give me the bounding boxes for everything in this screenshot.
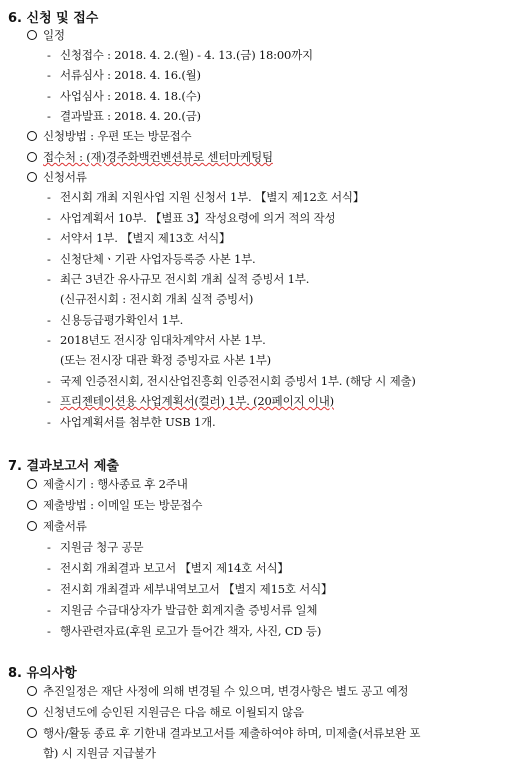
submission-documents-heading: 제출서류 [27, 518, 87, 534]
list-item: - 신용등급평가확인서 1부. [47, 313, 184, 327]
circle-bullet-icon [27, 686, 37, 696]
note-item: 추진일정은 재단 사정에 의해 변경될 수 있으며, 변경사항은 별도 공고 예정 [27, 683, 408, 699]
list-item: - 서약서 1부. 【별지 제13호 서식】 [47, 231, 231, 245]
list-item: - 서류심사 : 2018. 4. 16.(월) [47, 68, 201, 82]
circle-bullet-icon [27, 728, 37, 738]
list-item: - 사업계획서 10부. 【별표 3】작성요령에 의거 적의 작성 [47, 211, 336, 225]
reception-office: 접수처 : (재)경주화백컨벤션뷰로 센터마케팅팀 [27, 149, 273, 165]
circle-bullet-icon [27, 521, 37, 531]
list-item: - 사업계획서를 첨부한 USB 1개. [47, 415, 216, 429]
list-item: - 전시회 개최 지원사업 지원 신청서 1부. 【별지 제12호 서식】 [47, 190, 365, 204]
submission-period: 제출시기 : 행사종료 후 2주내 [27, 476, 188, 492]
section-8-title: 8. 유의사항 [8, 666, 77, 681]
circle-bullet-icon [27, 30, 37, 40]
circle-bullet-icon [27, 707, 37, 717]
list-item: - 전시회 개최결과 보고서 【별지 제14호 서식】 [47, 561, 289, 575]
list-item: - 지원금 수급대상자가 발급한 회계지출 증빙서류 일체 [47, 603, 318, 617]
section-6-title: 6. 신청 및 접수 [8, 11, 99, 26]
list-item: - 지원금 청구 공문 [47, 540, 144, 554]
list-item: - 전시회 개최결과 세부내역보고서 【별지 제15호 서식】 [47, 582, 333, 596]
circle-bullet-icon [27, 172, 37, 182]
note-item: 행사/활동 종료 후 기한내 결과보고서를 제출하여야 하며, 미제출(서류보완 포 [27, 725, 420, 741]
list-item: - 프리젠테이션용 사업계획서(컬러) 1부. (20페이지 이내) [47, 394, 334, 408]
section-7-title: 7. 결과보고서 제출 [8, 459, 119, 474]
list-item: - 결과발표 : 2018. 4. 20.(금) [47, 109, 201, 123]
circle-bullet-icon [27, 131, 37, 141]
list-item: - 신청단체ㆍ기관 사업자등록증 사본 1부. [47, 252, 256, 266]
schedule-heading: 일정 [27, 27, 65, 43]
list-item-continuation: (또는 전시장 대관 확정 증빙자료 사본 1부) [60, 353, 271, 367]
circle-bullet-icon [27, 500, 37, 510]
note-item: 신청년도에 승인된 지원금은 다음 해로 이월되지 않음 [27, 704, 304, 720]
list-item: - 최근 3년간 유사규모 전시회 개최 실적 증빙서 1부. [47, 272, 310, 286]
application-documents-heading: 신청서류 [27, 169, 87, 185]
application-method: 신청방법 : 우편 또는 방문접수 [27, 128, 191, 144]
note-item-continuation: 함) 시 지원금 지급불가 [43, 746, 156, 760]
circle-bullet-icon [27, 152, 37, 162]
list-item: - 국제 인증전시회, 전시산업진흥회 인증전시회 증빙서 1부. (해당 시 제출) [47, 374, 416, 388]
submission-method: 제출방법 : 이메일 또는 방문접수 [27, 497, 202, 513]
circle-bullet-icon [27, 479, 37, 489]
list-item: - 2018년도 전시장 임대차계약서 사본 1부. [47, 333, 266, 347]
list-item: - 신청접수 : 2018. 4. 2.(월) - 4. 13.(금) 18:00까지 [47, 48, 313, 62]
list-item: - 사업심사 : 2018. 4. 18.(수) [47, 89, 201, 103]
list-item-continuation: (신규전시회 : 전시회 개최 실적 증빙서) [60, 292, 254, 306]
list-item: - 행사관련자료(후원 로고가 들어간 책자, 사진, CD 등) [47, 624, 322, 638]
